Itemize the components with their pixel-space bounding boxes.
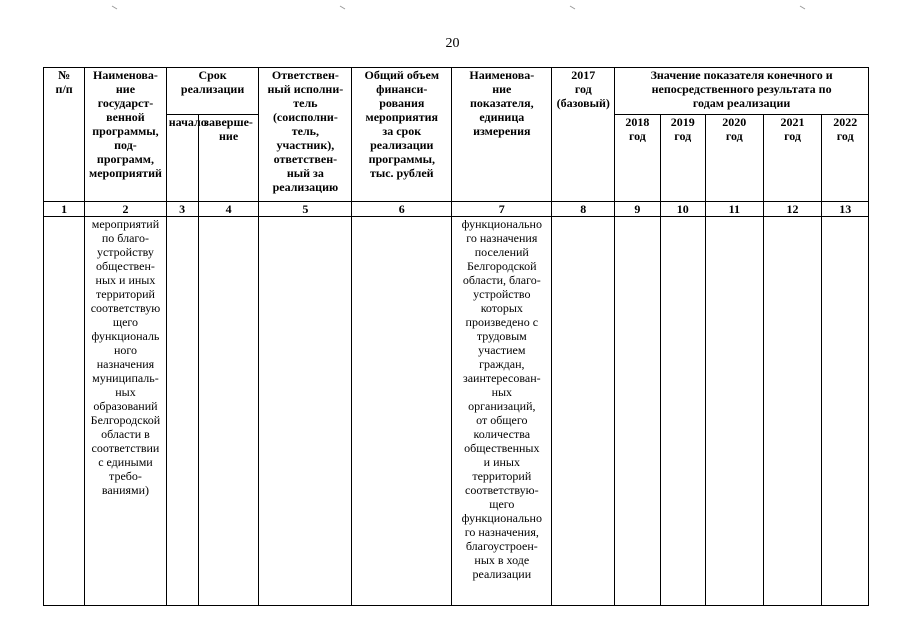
column-number: 2 [85, 202, 166, 217]
scan-marks [0, 0, 905, 20]
table-row [44, 217, 869, 606]
column-number: 1 [44, 202, 85, 217]
header-year-2022: 2022 год [822, 115, 869, 202]
column-number: 11 [705, 202, 763, 217]
column-number: 13 [822, 202, 869, 217]
header-number: № п/п [44, 68, 85, 202]
header-year-2018: 2018 год [615, 115, 660, 202]
column-number: 5 [259, 202, 352, 217]
cell-base-year [552, 217, 615, 606]
page-number: 20 [445, 36, 460, 51]
header-year-2019: 2019 год [660, 115, 705, 202]
column-number: 12 [763, 202, 822, 217]
header-period: Срок реализации [166, 68, 259, 115]
header-start: начало [166, 115, 198, 202]
cell-2020 [705, 217, 763, 606]
header-indicator: Наименова- ние показателя, единица измерения [452, 68, 552, 202]
header-program-name: Наименова- ние государст- венной программы, под- программ, мероприятий [85, 68, 166, 202]
column-number: 6 [352, 202, 452, 217]
program-table [43, 67, 869, 606]
cell-2018 [615, 217, 660, 606]
header-year-2021: 2021 год [763, 115, 822, 202]
cell-financing [352, 217, 452, 606]
header-end: заверше- ние [198, 115, 259, 202]
column-number-row [44, 202, 869, 217]
header-row-1 [44, 68, 869, 115]
column-number: 8 [552, 202, 615, 217]
header-responsible: Ответствен- ный исполни- тель (соисполни- тель, участник), ответствен- ный за реализацию [259, 68, 352, 202]
cell-responsible [259, 217, 352, 606]
cell-2022 [822, 217, 869, 606]
header-financing: Общий объем финанси- рования мероприятия за срок реализации программы, тыс. рублей [352, 68, 452, 202]
header-year-2020: 2020 год [705, 115, 763, 202]
cell-number [44, 217, 85, 606]
cell-indicator: функционально го назначения поселений Белгородской области, благо- устройство которых произведено с трудовым участием граждан, заинтересован- ных организаций, от общего количества общественных и иных территорий соответствую- щего функционально го назначения, благоустроен- ных в ходе реализации [452, 217, 552, 606]
cell-program-name: мероприятий по благо- устройству обществен- ных и иных территорий соответствую щего функциональ ного назначения муниципаль- ных образований Белгородской области в соответствии с едиными требо- ваниями) [85, 217, 166, 606]
cell-end [198, 217, 259, 606]
cell-2019 [660, 217, 705, 606]
header-base-year: 2017 год (базовый) [552, 68, 615, 202]
column-number: 7 [452, 202, 552, 217]
column-number: 10 [660, 202, 705, 217]
header-values-group: Значение показателя конечного и непосредственного результата по годам реализации [615, 68, 869, 115]
column-number: 3 [166, 202, 198, 217]
cell-2021 [763, 217, 822, 606]
column-number: 4 [198, 202, 259, 217]
column-number: 9 [615, 202, 660, 217]
cell-start [166, 217, 198, 606]
